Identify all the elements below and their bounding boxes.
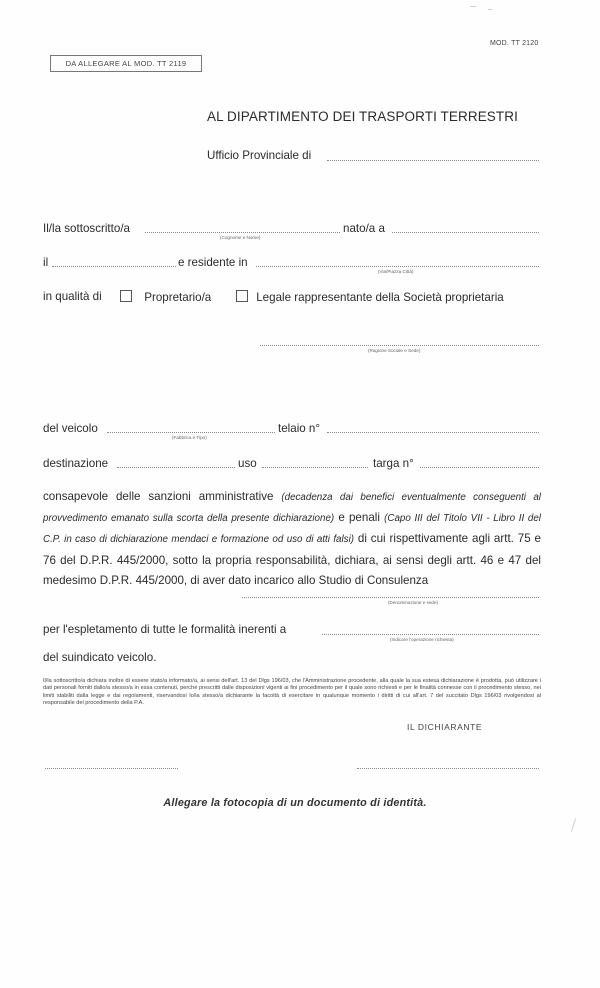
address-hint: (Via/Piazza Città) bbox=[378, 269, 414, 274]
office-label: Ufficio Provinciale di bbox=[207, 149, 312, 162]
declaration-text-e: di cui rispettivamente agli artt. 75 e 76 del D.P.R. 445/2000, sotto la propria responsabilità, dichiara, ai sensi degli artt. 46 e 47 del medesimo D.P.R. 445/2000, di aver dato incarico allo Studio di Consulenza bbox=[43, 532, 541, 587]
operation-hint: (Indicare l'operazione richiesta) bbox=[390, 637, 454, 642]
chassis-label: telaio n° bbox=[278, 422, 321, 435]
use-field[interactable] bbox=[262, 467, 368, 468]
declaration-text-b: (decadenza dai benefici eventualmente conseguenti al provvedimento emanato sulla scorta della presente dichiarazione) bbox=[43, 492, 541, 525]
birthplace-field[interactable] bbox=[392, 232, 539, 233]
plate-label: targa n° bbox=[373, 457, 414, 470]
signature-label: IL DICHIARANTE bbox=[407, 722, 483, 732]
owner-option[interactable] bbox=[120, 290, 211, 304]
vehicle-hint: (Fabbrica e Tipo) bbox=[172, 435, 207, 440]
use-label: uso bbox=[238, 457, 257, 470]
resident-label: e residente in bbox=[178, 256, 248, 269]
page-title: AL DIPARTIMENTO DEI TRASPORTI TERRESTRI bbox=[207, 109, 518, 124]
module-code: MOD. TT 2120 bbox=[490, 40, 539, 47]
company-field[interactable] bbox=[260, 345, 539, 346]
place-date-field[interactable] bbox=[45, 768, 178, 769]
vehicle-field[interactable] bbox=[107, 432, 275, 433]
declaration-text-d: (Capo III del Titolo VII - Libro II del C.P. in caso di dichiarazione mendaci e formazione od uso di atti falsi) bbox=[43, 513, 541, 546]
declaration-text-a: consapevole delle sanzioni amministrative bbox=[43, 490, 274, 503]
residence-field[interactable] bbox=[256, 266, 539, 267]
undersigned-field[interactable] bbox=[145, 232, 340, 233]
scan-mark bbox=[488, 9, 492, 10]
identity-document-note: Allegare la fotocopia di un documento di identità. bbox=[163, 797, 427, 809]
undersigned-hint: (Cognome e Nome) bbox=[220, 235, 261, 240]
operation-field[interactable] bbox=[322, 634, 539, 635]
signature-field[interactable] bbox=[357, 768, 539, 769]
date-label: il bbox=[43, 256, 49, 269]
consultancy-field[interactable] bbox=[242, 597, 539, 598]
chassis-field[interactable] bbox=[327, 432, 539, 433]
plate-field[interactable] bbox=[420, 467, 539, 468]
vehicle-reference: del suindicato veicolo. bbox=[43, 651, 157, 664]
scan-mark bbox=[571, 818, 576, 832]
company-hint: (Ragione Sociale e Sede) bbox=[368, 348, 421, 353]
capacity-label: in qualità di bbox=[43, 290, 102, 303]
born-label: nato/a a bbox=[343, 222, 385, 235]
vehicle-label: del veicolo bbox=[43, 422, 98, 435]
birthdate-field[interactable] bbox=[52, 266, 176, 267]
destination-field[interactable] bbox=[117, 467, 235, 468]
legal-rep-checkbox[interactable] bbox=[236, 290, 248, 302]
attach-label-box: DA ALLEGARE AL MOD. TT 2119 bbox=[50, 55, 202, 72]
operation-label: per l'espletamento di tutte le formalità inerenti a bbox=[43, 623, 287, 636]
declaration-text-c: e penali bbox=[338, 511, 380, 525]
owner-checkbox[interactable] bbox=[120, 290, 132, 302]
firm-hint: (Denominazione e sede) bbox=[388, 600, 439, 605]
office-field[interactable] bbox=[327, 160, 539, 161]
undersigned-label: Il/la sottoscritto/a bbox=[43, 222, 130, 235]
owner-option-label: Propretario/a bbox=[144, 291, 212, 304]
declaration-paragraph bbox=[43, 487, 541, 591]
destination-label: destinazione bbox=[43, 457, 109, 470]
scan-mark bbox=[470, 6, 476, 7]
privacy-notice: Il/la sottoscritto/a dichiara inoltre di essere stato/a informato/a, ai sensi dell'art. 13 del Dlgs 196/03, che l'Amministrazione procedente, alla quale la sua estesa dichiarazione è prodotta, può utilizzare i dati personali forniti dallo/a stesso/a in essa contenuti, perché prescritti dalle disposizioni vigenti ai fini procedimento per il quale sono richiesti e per le finalità connesse con il procedimento stesso, nei limiti stabiliti dalla legge e dai regolamenti, riservandosi lo/la stesso/a dichiarante la facoltà di esercitare in qualunque momento i diritti di cui all'art. 7 del succitato Dlgs 196/03 rivolgendosi al responsabile del procedimento della P.A. bbox=[43, 678, 541, 707]
legal-rep-option-label: Legale rappresentante della Società proprietaria bbox=[256, 291, 504, 304]
legal-rep-option[interactable] bbox=[236, 290, 504, 304]
